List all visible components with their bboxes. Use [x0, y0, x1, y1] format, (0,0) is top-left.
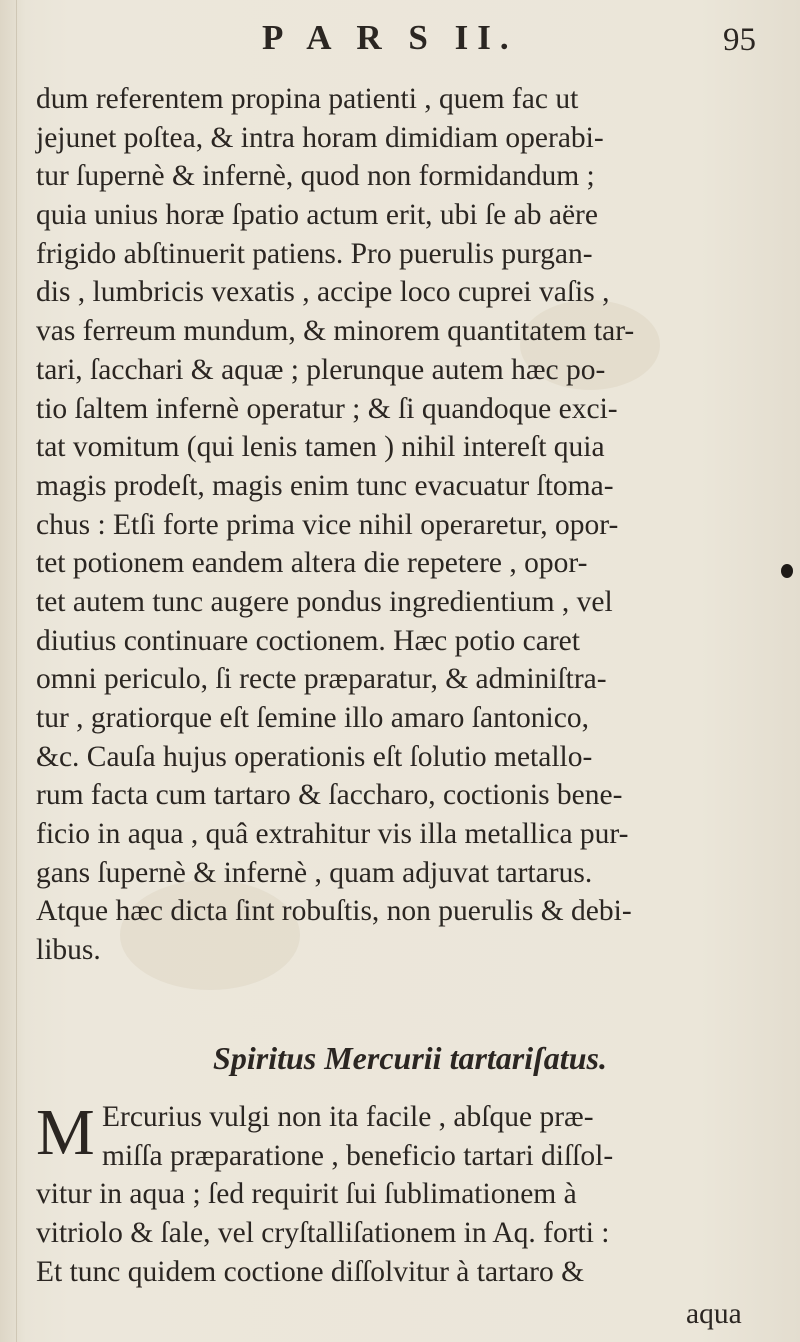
text-line: libus. [36, 934, 101, 967]
text-line: quia unius horæ ſpatio actum erit, ubi ſe ab aëre [36, 199, 598, 232]
section-heading: Spiritus Mercurii tartariſatus. [213, 1040, 607, 1076]
text-line: &c. Cauſa hujus operationis eſt ſolutio metallo- [36, 740, 593, 773]
text-line: vitriolo & ſale, vel cryſtalliſationem in Aq. forti : [36, 1217, 610, 1250]
text-line: magis prodeſt, magis enim tunc evacuatur ſtoma- [36, 469, 614, 502]
drop-cap: M [36, 1096, 95, 1169]
paragraph-1 [36, 80, 776, 970]
text-line: frigido abſtinuerit patiens. Pro puerulis purgan- [36, 237, 593, 270]
text-line: Et tunc quidem coctione diſſolvitur à tartaro & [36, 1255, 585, 1288]
text-line: vitur in aqua ; ſed requirit ſui ſublimationem à [36, 1178, 577, 1211]
margin-ink-dot [781, 564, 793, 578]
text-line: Ercurius vulgi non ita facile , abſque præ- [102, 1101, 594, 1133]
paragraph-2 [36, 1098, 776, 1291]
text-line: vas ferreum mundum, & minorem quantitatem tar- [36, 315, 635, 348]
text-line: omni periculo, ſi recte præparatur, & adminiſtra- [36, 663, 607, 696]
text-line: tio ſaltem infernè operatur ; & ſi quandoque exci- [36, 392, 618, 425]
text-line: gans ſupernè & infernè , quam adjuvat tartarus. [36, 856, 593, 889]
text-line: Atque hæc dicta ſint robuſtis, non puerulis & debi- [36, 895, 632, 928]
page-number: 95 [723, 22, 756, 58]
text-line: tat vomitum (qui lenis tamen ) nihil intereſt quia [36, 431, 605, 464]
text-line: dis , lumbricis vexatis , accipe loco cuprei vaſis , [36, 276, 610, 309]
text-line: tur ſupernè & infernè, quod non formidandum ; [36, 160, 595, 193]
text-line: chus : Etſi forte prima vice nihil operaretur, opor- [36, 508, 619, 541]
text-line: tari, ſacchari & aquæ ; plerunque autem hæc po- [36, 353, 606, 386]
running-head-title: P A R S II. [262, 18, 518, 57]
text-line: tet autem tunc augere pondus ingredientium , vel [36, 585, 613, 618]
text-line: dum referentem propina patienti , quem fac ut [36, 83, 579, 115]
text-line: jejunet poſtea, & intra horam dimidiam operabi- [36, 121, 604, 154]
page-gutter [16, 0, 17, 1342]
catchword: aqua [686, 1298, 742, 1330]
text-line: tet potionem eandem altera die repetere , opor- [36, 547, 588, 580]
running-head [0, 18, 800, 62]
text-line: ficio in aqua , quâ extrahitur vis illa metallica pur- [36, 818, 629, 851]
text-line: miſſa præparatione , beneficio tartari diſſol- [102, 1139, 614, 1172]
text-line: tur , gratiorque eſt ſemine illo amaro ſantonico, [36, 702, 589, 734]
text-line: rum facta cum tartaro & ſaccharo, coctionis bene- [36, 779, 623, 812]
text-line: diutius continuare coctionem. Hæc potio caret [36, 624, 580, 657]
